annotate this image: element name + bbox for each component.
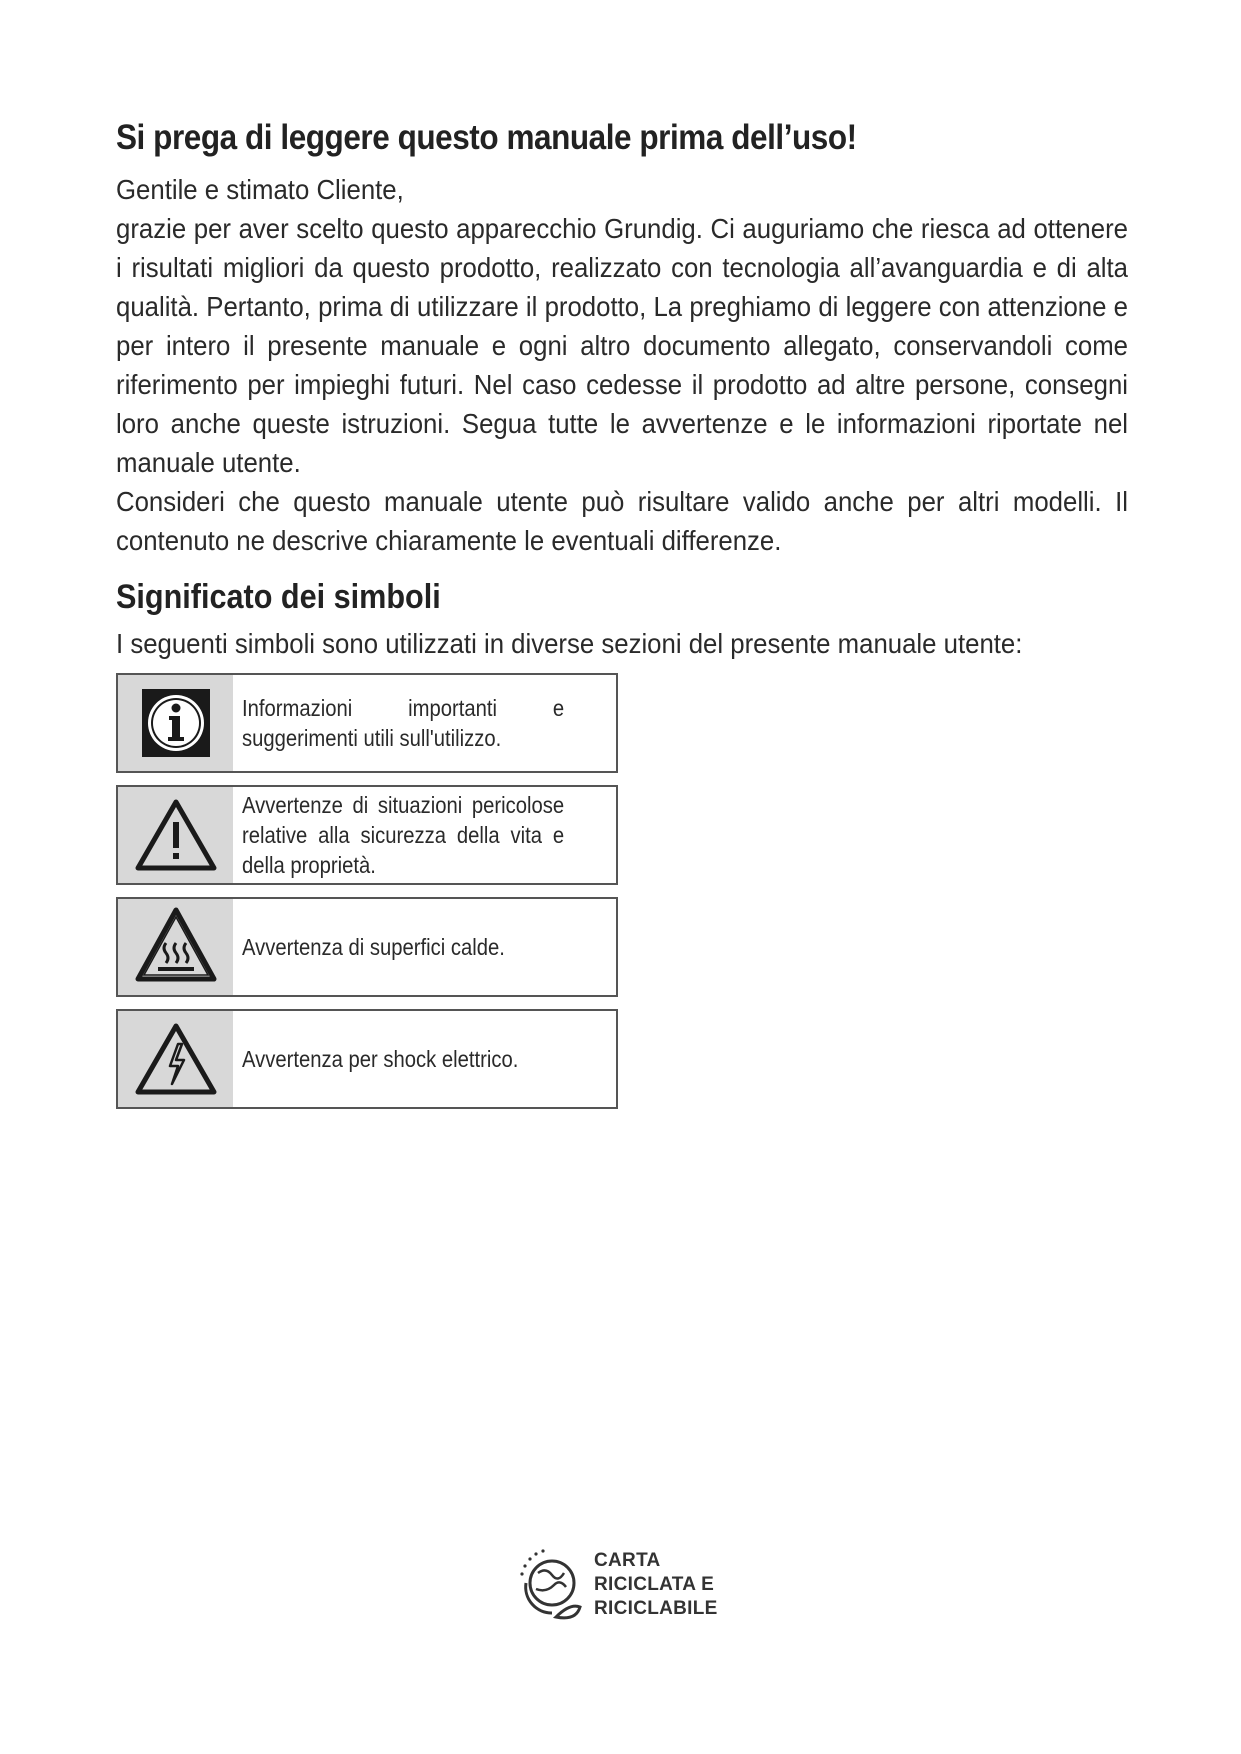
logo-line-3: RICICLABILE: [594, 1598, 718, 1619]
logo-line-2: RICICLATA E: [594, 1574, 715, 1595]
hot-surface-icon: [118, 899, 233, 995]
symbol-text-warning: Avvertenze di situazioni pericolose relative alla sicurezza della vita e della proprietà.: [242, 792, 565, 878]
symbols-intro: I seguenti simboli sono utilizzati in diverse sezioni del presente manuale utente:: [116, 628, 1023, 659]
intro-paragraph-1: grazie per aver scelto questo apparecchio Grundig. Ci auguriamo che riesca ad ottenere i risultati migliori da questo prodotto, realizzato con tecnologia all’avanguardia e di alta qualità. Pertanto, prima di utilizzare il prodotto, La preghiamo di leggere con attenzione e per intero il presente manuale e ogni altro documento allegato, conservandoli come riferimento per impieghi futuri. Nel caso cedesse il prodotto ad altre persone, consegni loro anche queste istruzioni. Segua tutte le avvertenze e le informazioni riportate nel manuale utente.: [116, 213, 1128, 478]
page-title: Si prega di leggere questo manuale prima dell’uso!: [116, 118, 857, 157]
symbol-row-warning: [116, 785, 618, 885]
info-icon: [118, 675, 233, 771]
symbol-text-hot-surface: Avvertenza di superfici calde.: [242, 934, 505, 960]
warning-icon: [118, 787, 233, 883]
manual-page: [116, 118, 1130, 1121]
intro-text: [116, 170, 1128, 560]
intro-paragraph-2: Consideri che questo manuale utente può risultare valido anche per altri modelli. Il contenuto ne descrive chiaramente le eventuali differenze.: [116, 486, 1128, 556]
logo-line-1: CARTA: [594, 1550, 661, 1571]
electric-shock-icon: [118, 1011, 233, 1107]
symbol-row-electric-shock: [116, 1009, 618, 1109]
greeting: Gentile e stimato Cliente,: [116, 174, 404, 205]
symbols-section-title: Significato dei simboli: [116, 578, 441, 616]
symbol-row-info: [116, 673, 618, 773]
recycled-paper-logo: [516, 1543, 718, 1627]
symbol-text-electric-shock: Avvertenza per shock elettrico.: [242, 1046, 519, 1072]
symbol-text-info: Informazioni importanti e suggerimenti utili sull'utilizzo.: [242, 695, 565, 751]
recycled-paper-icon: [516, 1543, 586, 1627]
symbol-row-hot-surface: [116, 897, 618, 997]
symbols-table: [116, 673, 618, 1109]
